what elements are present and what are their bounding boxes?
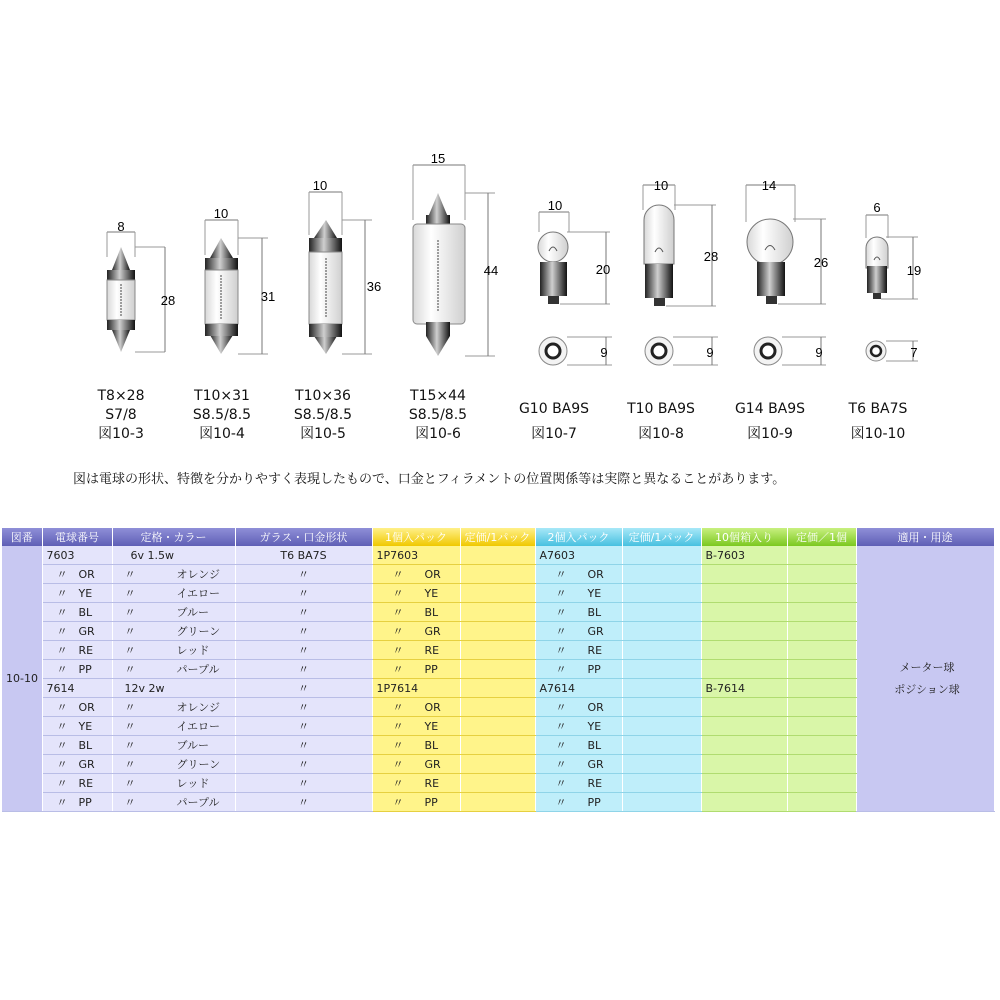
dim-base-8: 7 [910, 345, 918, 360]
pack2-code: 〃 PP [535, 793, 622, 812]
box10-code [701, 565, 787, 584]
box10-code: B-7603 [701, 546, 787, 565]
pack1-code: 〃 PP [372, 793, 460, 812]
pack1-code: 〃 GR [372, 755, 460, 774]
box10-price [787, 565, 856, 584]
glass-base: 〃 [235, 622, 372, 641]
bulb-caption-7 [720, 400, 820, 444]
pack1-price [460, 793, 535, 812]
table-row [2, 660, 994, 679]
table-row [2, 622, 994, 641]
dim-width-1: 8 [117, 219, 125, 234]
bulb-base: S8.5/8.5 [192, 407, 252, 423]
bulb-model: T6 BA7S [848, 401, 908, 417]
pack1-code: 〃 RE [372, 641, 460, 660]
glass-base: 〃 [235, 793, 372, 812]
dim-width-3: 10 [312, 178, 328, 193]
header-bulb-number: 電球番号 [42, 528, 112, 546]
dim-height-5: 20 [595, 262, 611, 277]
pack1-code: 〃 BL [372, 736, 460, 755]
bulb-number: 〃 PP [42, 660, 112, 679]
bulb-number: 7603 [42, 546, 112, 565]
box10-code: B-7614 [701, 679, 787, 698]
dim-height-3: 36 [366, 279, 382, 294]
bulb-number: 〃 RE [42, 641, 112, 660]
rating: 〃 ブルー [112, 603, 235, 622]
glass-base: 〃 [235, 603, 372, 622]
bulb-figure-no: 図10-9 [747, 426, 793, 442]
box10-code [701, 755, 787, 774]
header-1-pack: 1個入パック [372, 528, 460, 546]
bulb-figure-no: 図10-10 [850, 426, 906, 442]
pack2-code: 〃 GR [535, 622, 622, 641]
table-row [2, 641, 994, 660]
rating: 〃 レッド [112, 641, 235, 660]
pack1-code: 1P7614 [372, 679, 460, 698]
box10-price [787, 603, 856, 622]
bulb-model: T8×28 [97, 388, 145, 404]
bulb-base: S8.5/8.5 [293, 407, 353, 423]
ba9s-bulb-g14 [746, 185, 829, 365]
pack2-code: 〃 RE [535, 774, 622, 793]
table-row [2, 774, 994, 793]
dim-base-6: 9 [706, 345, 714, 360]
rating: 〃 イエロー [112, 584, 235, 603]
glass-base: 〃 [235, 717, 372, 736]
box10-price [787, 584, 856, 603]
bulb-caption-4 [390, 387, 486, 444]
box10-price [787, 774, 856, 793]
table-row [2, 546, 994, 565]
box10-price [787, 793, 856, 812]
bulb-number: 〃 PP [42, 793, 112, 812]
pack1-code: 〃 GR [372, 622, 460, 641]
box10-code [701, 793, 787, 812]
ba9s-bulb-g10 [538, 212, 612, 365]
figure-index-cell: 10-10 [2, 546, 42, 812]
dim-width-5: 10 [547, 198, 563, 213]
box10-price [787, 698, 856, 717]
bulb-model: G10 BA9S [518, 401, 590, 417]
glass-base: 〃 [235, 660, 372, 679]
festoon-bulb-t15x44 [413, 165, 495, 356]
bulb-number: 〃 YE [42, 717, 112, 736]
pack1-code: 〃 OR [372, 565, 460, 584]
table-row [2, 793, 994, 812]
ba7s-bulb-t6 [866, 215, 918, 361]
bulb-number: 〃 BL [42, 603, 112, 622]
table-header-row [2, 528, 994, 546]
bulb-figure-no: 図10-8 [638, 426, 684, 442]
pack1-price [460, 774, 535, 793]
pack1-price [460, 546, 535, 565]
box10-code [701, 584, 787, 603]
header-2-pack-price: 定価/1パック [622, 528, 701, 546]
header-usage: 適用・用途 [856, 528, 994, 546]
dim-width-7: 14 [761, 178, 777, 193]
bulb-number: 7614 [42, 679, 112, 698]
pack2-price [622, 565, 701, 584]
rating: 〃 パープル [112, 793, 235, 812]
pack1-code: 〃 PP [372, 660, 460, 679]
header-rating-color: 定格・カラー [112, 528, 235, 546]
rating: 6v 1.5w [112, 546, 235, 565]
pack2-code: A7603 [535, 546, 622, 565]
pack1-price [460, 584, 535, 603]
glass-base: 〃 [235, 755, 372, 774]
dim-height-4: 44 [483, 263, 499, 278]
table-row [2, 565, 994, 584]
pack1-price [460, 660, 535, 679]
pack1-price [460, 736, 535, 755]
table-row [2, 679, 994, 698]
box10-code [701, 622, 787, 641]
dim-width-6: 10 [653, 178, 669, 193]
pack2-price [622, 755, 701, 774]
pack1-code: 1P7603 [372, 546, 460, 565]
pack2-code: 〃 BL [535, 736, 622, 755]
rating: 〃 オレンジ [112, 565, 235, 584]
pack1-price [460, 565, 535, 584]
rating: 〃 グリーン [112, 755, 235, 774]
bulb-figure-no: 図10-7 [531, 426, 577, 442]
header-10-box: 10個箱入り [701, 528, 787, 546]
rating: 12v 2w [112, 679, 235, 698]
bulb-figure-no: 図10-3 [98, 426, 144, 442]
spec-table [2, 528, 995, 812]
bulb-figure-no: 図10-4 [199, 426, 245, 442]
table-row [2, 603, 994, 622]
dim-width-4: 15 [430, 151, 446, 166]
bulb-number: 〃 YE [42, 584, 112, 603]
table-row [2, 755, 994, 774]
table-row [2, 584, 994, 603]
bulb-model: G14 BA9S [734, 401, 806, 417]
glass-base: 〃 [235, 641, 372, 660]
dim-height-2: 31 [260, 289, 276, 304]
festoon-bulb-t8x28 [107, 232, 165, 352]
bulb-number: 〃 GR [42, 622, 112, 641]
rating: 〃 レッド [112, 774, 235, 793]
dim-width-2: 10 [213, 206, 229, 221]
bulb-caption-8 [828, 400, 928, 444]
header-2-pack: 2個入パック [535, 528, 622, 546]
glass-base: 〃 [235, 679, 372, 698]
box10-price [787, 660, 856, 679]
bulb-caption-3 [275, 387, 371, 444]
bulb-number: 〃 GR [42, 755, 112, 774]
pack2-code: 〃 YE [535, 584, 622, 603]
pack1-code: 〃 RE [372, 774, 460, 793]
pack1-price [460, 603, 535, 622]
pack2-code: 〃 YE [535, 717, 622, 736]
pack2-code: 〃 OR [535, 698, 622, 717]
box10-price [787, 546, 856, 565]
pack2-price [622, 584, 701, 603]
dim-height-1: 28 [160, 293, 176, 308]
bulb-caption-1 [76, 387, 166, 444]
pack1-price [460, 755, 535, 774]
pack2-code: 〃 OR [535, 565, 622, 584]
header-glass-base: ガラス・口金形状 [235, 528, 372, 546]
pack2-code: 〃 RE [535, 641, 622, 660]
bulb-number: 〃 RE [42, 774, 112, 793]
pack2-price [622, 736, 701, 755]
table-row [2, 717, 994, 736]
box10-code [701, 698, 787, 717]
rating: 〃 パープル [112, 660, 235, 679]
pack1-code: 〃 YE [372, 717, 460, 736]
box10-price [787, 679, 856, 698]
pack2-price [622, 622, 701, 641]
pack1-price [460, 641, 535, 660]
bulb-number: 〃 BL [42, 736, 112, 755]
dim-height-7: 26 [813, 255, 829, 270]
bulb-model: T10×36 [295, 388, 351, 404]
pack2-price [622, 641, 701, 660]
pack1-code: 〃 OR [372, 698, 460, 717]
pack1-price [460, 622, 535, 641]
pack2-price [622, 603, 701, 622]
bulb-model: T10×31 [194, 388, 250, 404]
box10-code [701, 660, 787, 679]
dim-height-6: 28 [703, 249, 719, 264]
rating: 〃 ブルー [112, 736, 235, 755]
table-row [2, 698, 994, 717]
pack2-code: A7614 [535, 679, 622, 698]
bulb-base: S7/8 [105, 407, 137, 423]
disclaimer-note: 図は電球の形状、特徴を分かりやすく表現したもので、口金とフィラメントの位置関係等は実際と異なることがあります。 [73, 472, 786, 487]
pack2-code: 〃 GR [535, 755, 622, 774]
dim-base-5: 9 [600, 345, 608, 360]
pack2-code: 〃 BL [535, 603, 622, 622]
pack1-price [460, 698, 535, 717]
dim-height-8: 19 [906, 263, 922, 278]
box10-price [787, 717, 856, 736]
festoon-bulb-t10x31 [205, 220, 268, 354]
usage-meter: メーター球 [899, 660, 955, 674]
bulb-figure-no: 図10-5 [300, 426, 346, 442]
glass-base: 〃 [235, 736, 372, 755]
box10-code [701, 603, 787, 622]
box10-code [701, 717, 787, 736]
header-10-box-price: 定価／1個 [787, 528, 856, 546]
bulb-caption-6 [611, 400, 711, 444]
rating: 〃 オレンジ [112, 698, 235, 717]
pack1-price [460, 717, 535, 736]
box10-code [701, 774, 787, 793]
pack2-price [622, 660, 701, 679]
pack1-code: 〃 YE [372, 584, 460, 603]
bulb-base: S8.5/8.5 [408, 407, 468, 423]
glass-base: 〃 [235, 584, 372, 603]
rating: 〃 イエロー [112, 717, 235, 736]
rating: 〃 グリーン [112, 622, 235, 641]
pack2-price [622, 774, 701, 793]
box10-code [701, 641, 787, 660]
pack2-price [622, 698, 701, 717]
ba9s-bulb-t10 [643, 185, 718, 365]
dim-base-7: 9 [815, 345, 823, 360]
box10-price [787, 755, 856, 774]
bulb-caption-5 [504, 400, 604, 444]
bulb-caption-2 [174, 387, 270, 444]
pack2-code: 〃 PP [535, 660, 622, 679]
glass-base: 〃 [235, 774, 372, 793]
dim-width-8: 6 [873, 200, 881, 215]
glass-base: 〃 [235, 565, 372, 584]
box10-code [701, 736, 787, 755]
glass-base: 〃 [235, 698, 372, 717]
festoon-bulb-t10x36 [309, 192, 372, 354]
pack2-price [622, 679, 701, 698]
pack1-code: 〃 BL [372, 603, 460, 622]
box10-price [787, 622, 856, 641]
glass-base: T6 BA7S [235, 546, 372, 565]
bulb-model: T10 BA9S [627, 401, 695, 417]
pack2-price [622, 793, 701, 812]
usage-position: ポジション球 [894, 682, 960, 696]
bulb-number: 〃 OR [42, 565, 112, 584]
box10-price [787, 641, 856, 660]
header-figure-no: 図番 [2, 528, 42, 546]
header-1-pack-price: 定価/1パック [460, 528, 535, 546]
pack2-price [622, 546, 701, 565]
table-row [2, 736, 994, 755]
bulb-model: T15×44 [410, 388, 466, 404]
box10-price [787, 736, 856, 755]
bulb-figure-no: 図10-6 [415, 426, 461, 442]
bulb-number: 〃 OR [42, 698, 112, 717]
pack2-price [622, 717, 701, 736]
pack1-price [460, 679, 535, 698]
usage-cell [856, 546, 994, 812]
